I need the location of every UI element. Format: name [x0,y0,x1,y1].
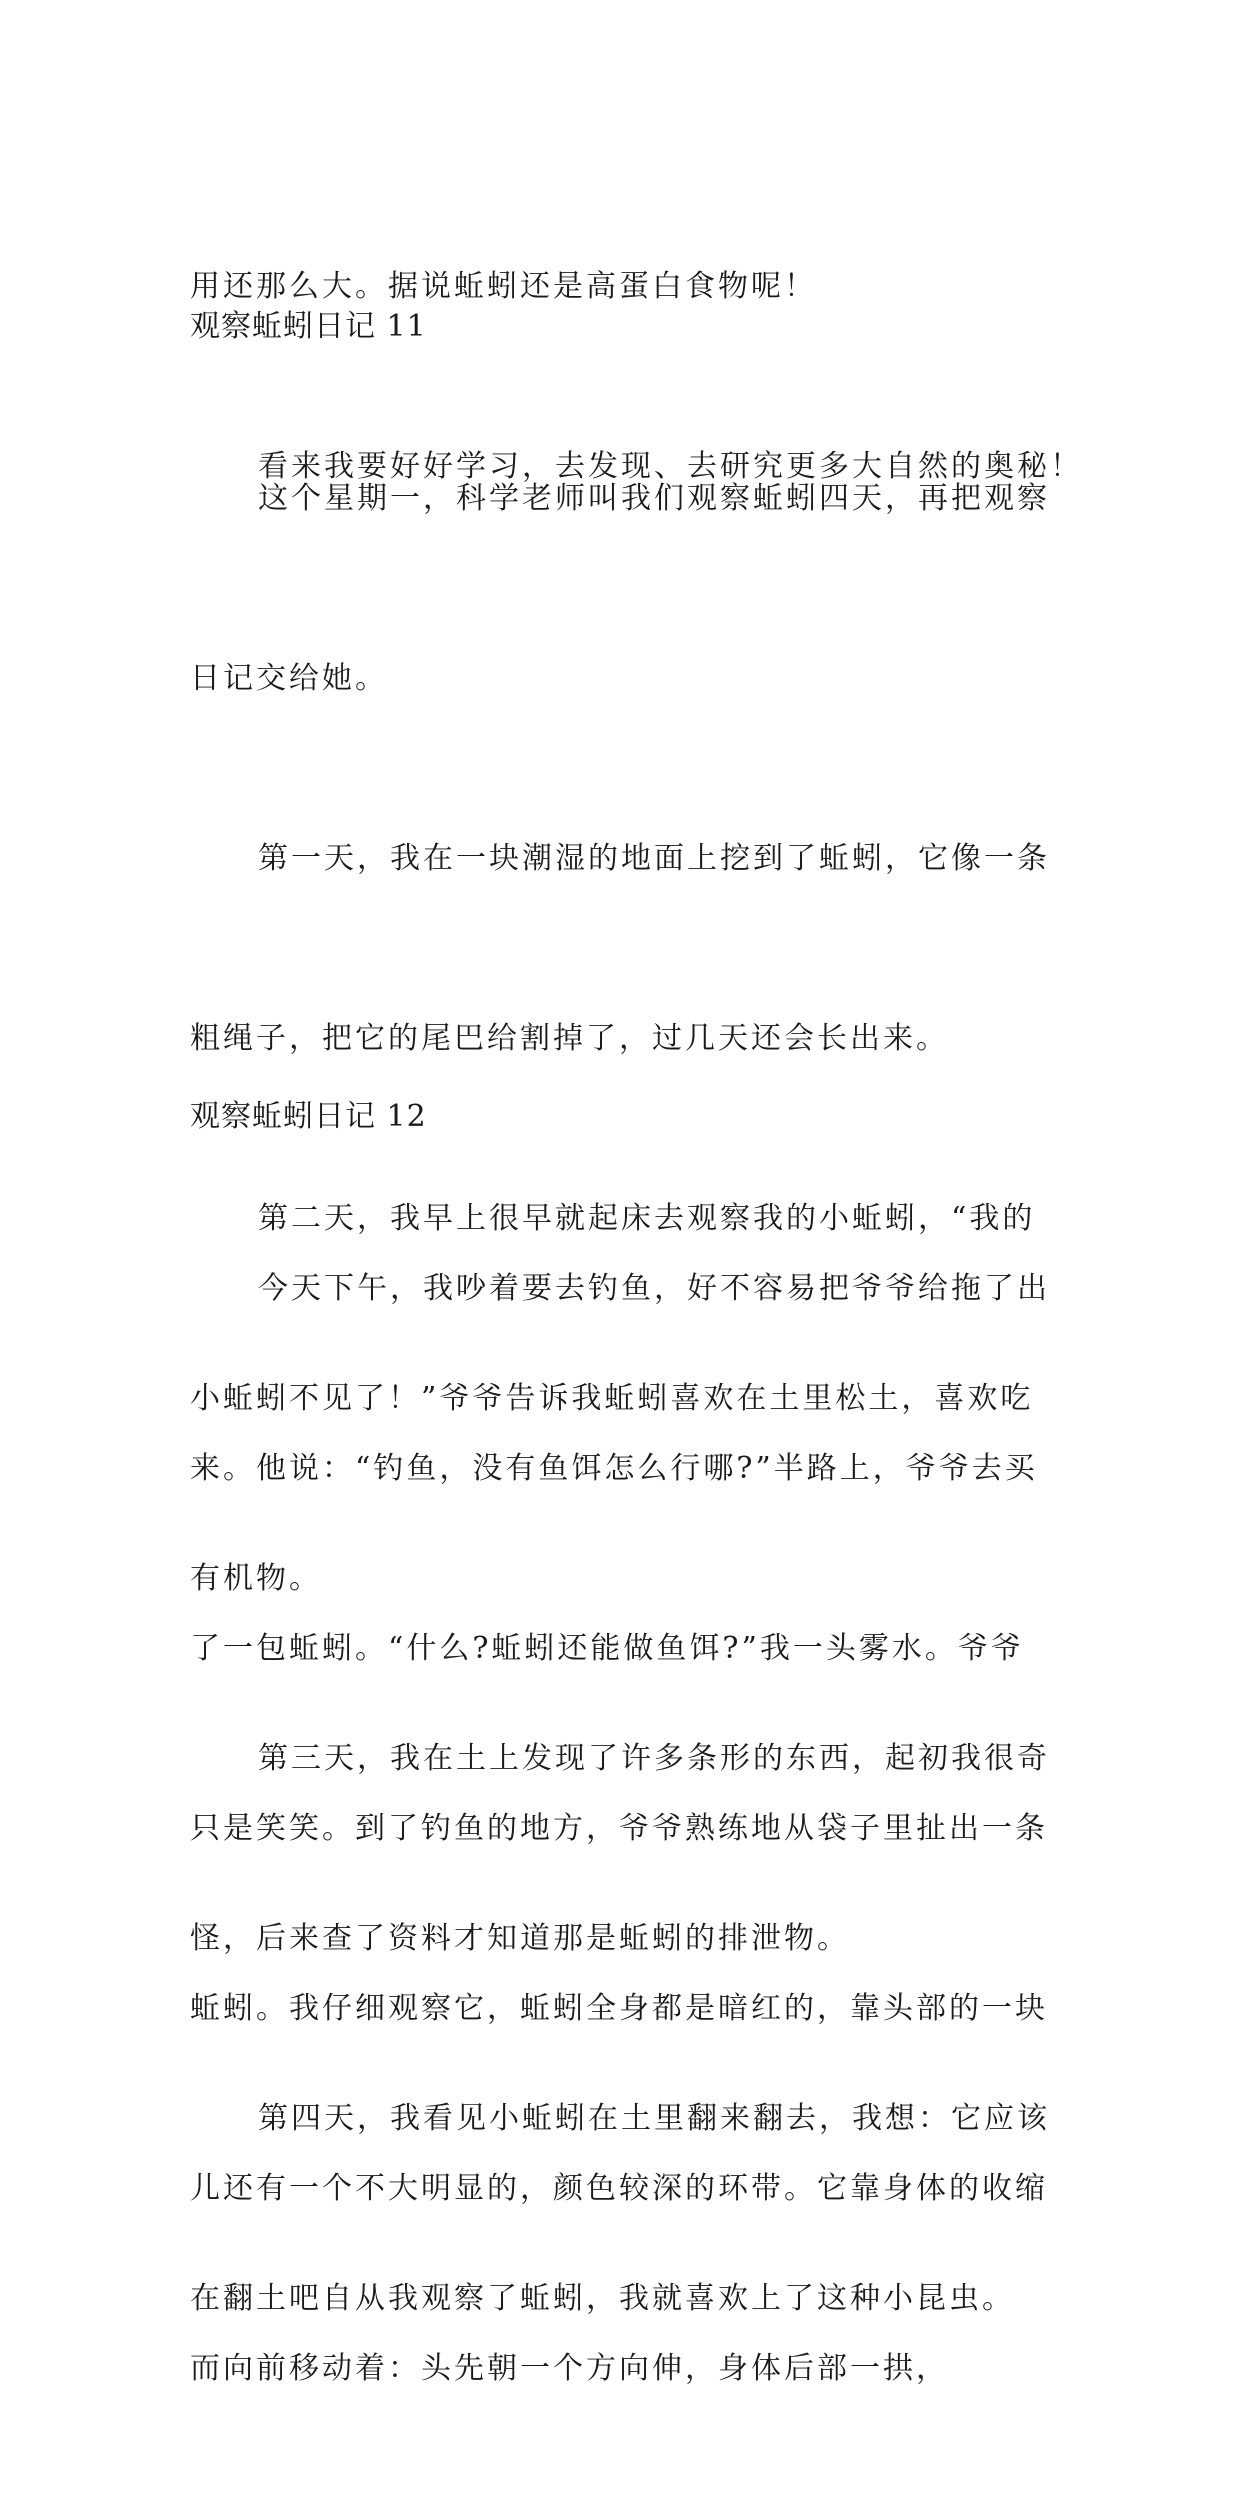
paragraph-line: 第二天，我早上很早就起床去观察我的小蚯蚓，“我的 [258,1201,1036,1236]
paragraph-line: 只是笑笑。到了钓鱼的地方，爷爷熟练地从袋子里扯出一条 [190,1811,1048,1846]
paragraph-line: 第三天，我在土上发现了许多条形的东西，起初我很奇 [258,1741,1050,1776]
paragraph-line: 儿还有一个不大明显的，颜色较深的环带。它靠身体的收缩 [190,2171,1048,2206]
entry-title: 观察蚯蚓日记 11 [190,309,427,344]
paragraph-line: 第一天，我在一块潮湿的地面上挖到了蚯蚓，它像一条 [258,841,1050,876]
paragraph-line: 来。他说：“钓鱼，没有鱼饵怎么行哪?”半路上，爷爷去买 [190,1451,1038,1486]
paragraph-line: 今天下午，我吵着要去钓鱼，好不容易把爷爷给拖了出 [258,1271,1050,1306]
paragraph-line: 怪，后来查了资料才知道那是蚯蚓的排泄物。 [190,1921,850,1956]
paragraph-line: 在翻土吧自从我观察了蚯蚓，我就喜欢上了这种小昆虫。 [190,2281,1015,2316]
paragraph-line: 看来我要好好学习，去发现、去研究更多大自然的奥秘！ [258,449,1083,484]
paragraph-line: 有机物。 [190,1561,322,1596]
paragraph-line: 蚯蚓。我仔细观察它，蚯蚓全身都是暗红的，靠头部的一块 [190,1991,1048,2026]
paragraph-line: 粗绳子，把它的尾巴给割掉了，过几天还会长出来。 [190,1021,949,1056]
paragraph-line: 这个星期一，科学老师叫我们观察蚯蚓四天，再把观察 [258,481,1050,516]
paragraph-line: 小蚯蚓不见了！”爷爷告诉我蚯蚓喜欢在土里松土，喜欢吃 [190,1381,1034,1416]
entry-title: 观察蚯蚓日记 12 [190,1099,427,1134]
paragraph-line: 日记交给她。 [190,661,388,696]
paragraph-line: 而向前移动着：头先朝一个方向伸，身体后部一拱， [190,2351,949,2386]
paragraph-line: 了一包蚯蚓。“什么?蚯蚓还能做鱼饵?”我一头雾水。爷爷 [190,1631,1024,1666]
paragraph-line: 用还那么大。据说蚯蚓还是高蛋白食物呢！ [190,269,817,304]
paragraph-line: 第四天，我看见小蚯蚓在土里翻来翻去，我想：它应该 [258,2101,1050,2136]
entry-12-body [190,1139,1090,2519]
